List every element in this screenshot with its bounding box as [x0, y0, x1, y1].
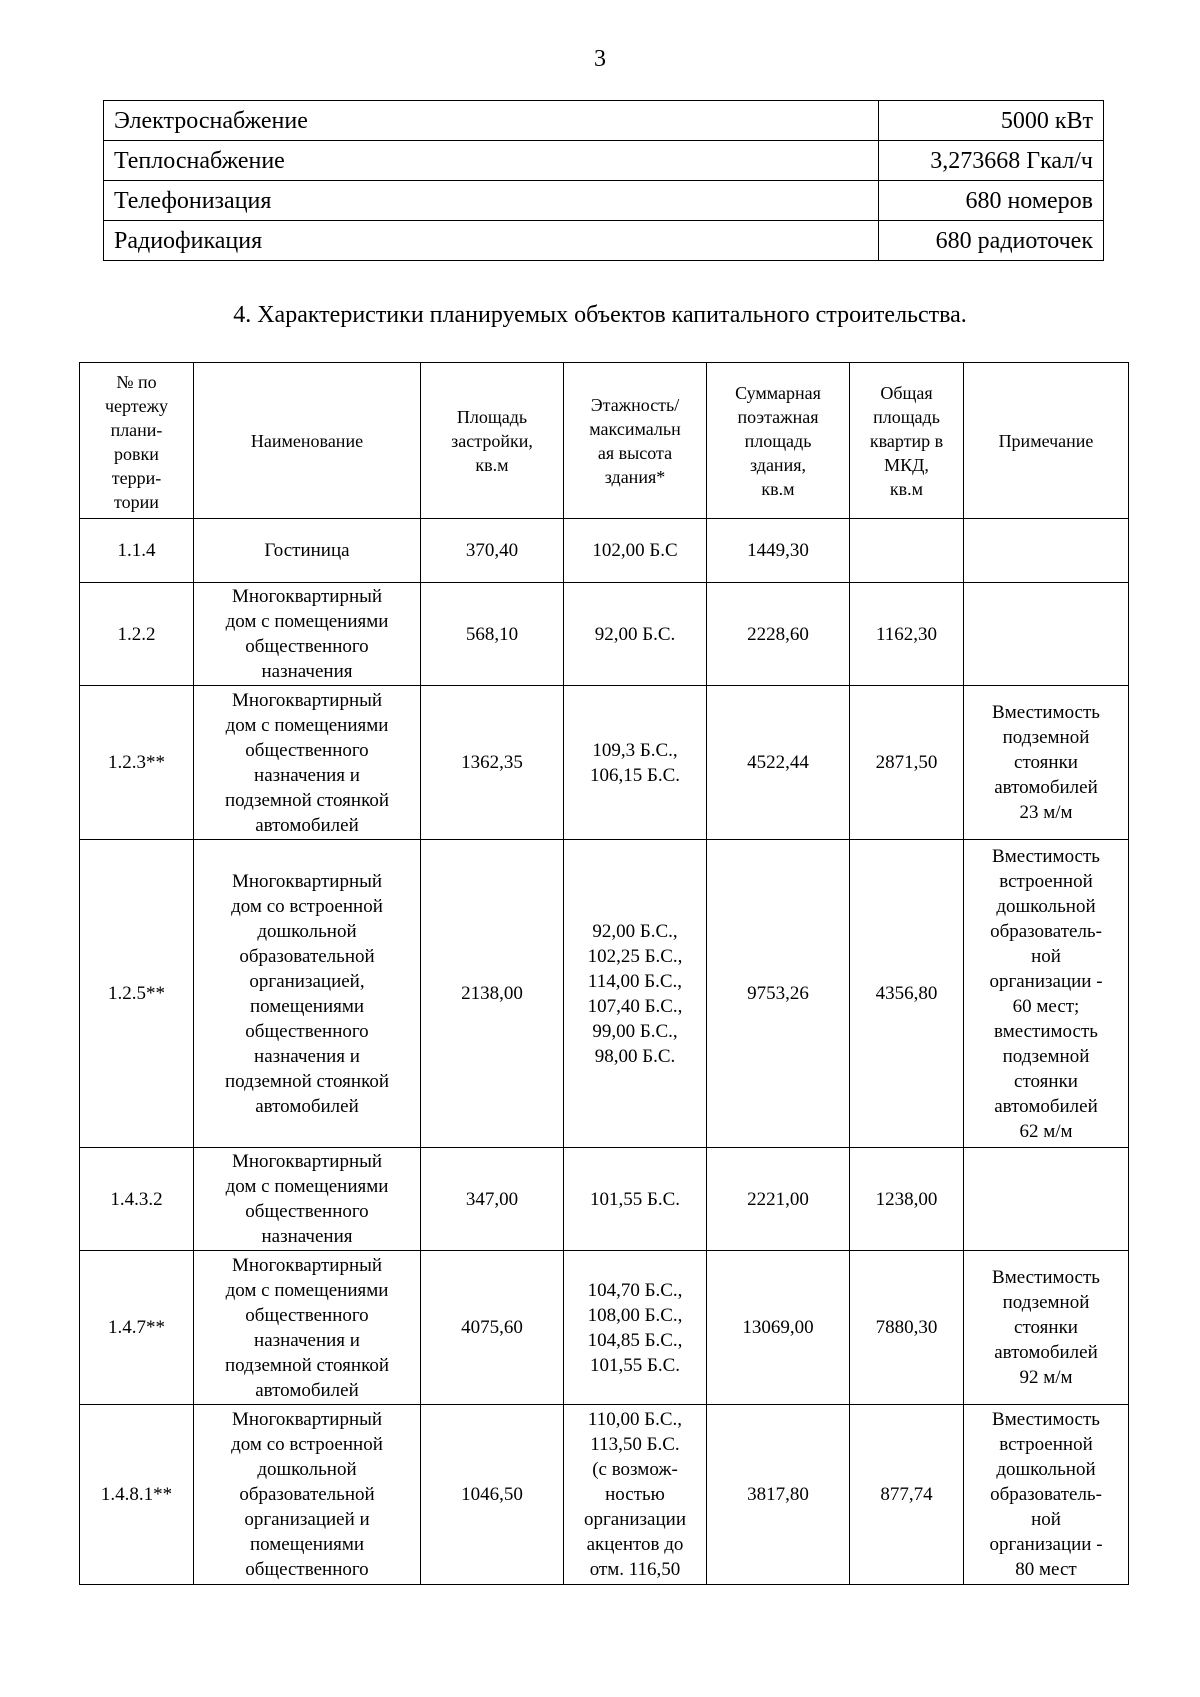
- cell-note: [964, 583, 1129, 686]
- cell-area: 2138,00: [421, 840, 564, 1148]
- utility-name: Электроснабжение: [104, 101, 879, 141]
- cell-note: Вместимость подземной стоянки автомобилей 92 м/м: [964, 1251, 1129, 1405]
- objects-table: [79, 362, 1129, 1585]
- cell-name: Многоквартирный дом с помещениями общественного назначения и подземной стоянкой автомобилей: [194, 686, 421, 840]
- cell-num: 1.4.8.1**: [80, 1405, 194, 1585]
- cell-num: 1.2.5**: [80, 840, 194, 1148]
- cell-floor-area: 4522,44: [707, 686, 850, 840]
- cell-apt-area: 7880,30: [850, 1251, 964, 1405]
- cell-floor-area: 9753,26: [707, 840, 850, 1148]
- cell-num: 1.2.3**: [80, 686, 194, 840]
- cell-apt-area: 2871,50: [850, 686, 964, 840]
- section-heading: 4. Характеристики планируемых объектов капитального строительства.: [233, 302, 967, 328]
- cell-area: 1046,50: [421, 1405, 564, 1585]
- cell-apt-area: 1238,00: [850, 1148, 964, 1251]
- cell-note: Вместимость встроенной дошкольной образователь- ной организации - 80 мест: [964, 1405, 1129, 1585]
- table-row: [104, 141, 1104, 181]
- column-header: Площадь застройки, кв.м: [421, 363, 564, 519]
- cell-height: 102,00 Б.С: [564, 519, 707, 583]
- cell-apt-area: [850, 519, 964, 583]
- column-header: Этажность/ максимальн ая высота здания*: [564, 363, 707, 519]
- cell-area: 370,40: [421, 519, 564, 583]
- cell-height: 92,00 Б.С.: [564, 583, 707, 686]
- table-row: [80, 1251, 1129, 1405]
- page-number: 3: [594, 46, 606, 72]
- column-header: Общая площадь квартир в МКД, кв.м: [850, 363, 964, 519]
- utility-value: 5000 кВт: [879, 101, 1104, 141]
- cell-area: 4075,60: [421, 1251, 564, 1405]
- cell-note: [964, 519, 1129, 583]
- table-row: [104, 101, 1104, 141]
- cell-height: 92,00 Б.С., 102,25 Б.С., 114,00 Б.С., 107,40 Б.С., 99,00 Б.С., 98,00 Б.С.: [564, 840, 707, 1148]
- table-row: [80, 519, 1129, 583]
- cell-name: Многоквартирный дом со встроенной дошкольной образовательной организацией, помещениями общественного назначения и подземной стоянкой автомобилей: [194, 840, 421, 1148]
- utilities-table: [103, 100, 1104, 261]
- utility-name: Теплоснабжение: [104, 141, 879, 181]
- utility-value: 3,273668 Гкал/ч: [879, 141, 1104, 181]
- cell-num: 1.4.7**: [80, 1251, 194, 1405]
- table-row: [104, 181, 1104, 221]
- cell-height: 104,70 Б.С., 108,00 Б.С., 104,85 Б.С., 101,55 Б.С.: [564, 1251, 707, 1405]
- column-header: № по чертежу плани- ровки терри- тории: [80, 363, 194, 519]
- utility-value: 680 радиоточек: [879, 221, 1104, 261]
- cell-floor-area: 13069,00: [707, 1251, 850, 1405]
- cell-num: 1.4.3.2: [80, 1148, 194, 1251]
- cell-floor-area: 2228,60: [707, 583, 850, 686]
- cell-name: Многоквартирный дом с помещениями общественного назначения: [194, 583, 421, 686]
- cell-note: Вместимость встроенной дошкольной образователь- ной организации - 60 мест; вместимость подземной стоянки автомобилей 62 м/м: [964, 840, 1129, 1148]
- cell-height: 110,00 Б.С., 113,50 Б.С. (с возмож- ностью организации акцентов до отм. 116,50: [564, 1405, 707, 1585]
- table-row: [80, 583, 1129, 686]
- column-header: Суммарная поэтажная площадь здания, кв.м: [707, 363, 850, 519]
- table-row: [80, 1148, 1129, 1251]
- cell-floor-area: 1449,30: [707, 519, 850, 583]
- utility-value: 680 номеров: [879, 181, 1104, 221]
- table-row: [80, 1405, 1129, 1585]
- column-header: Примечание: [964, 363, 1129, 519]
- cell-num: 1.1.4: [80, 519, 194, 583]
- cell-area: 1362,35: [421, 686, 564, 840]
- utility-name: Радиофикация: [104, 221, 879, 261]
- column-header: Наименование: [194, 363, 421, 519]
- cell-area: 347,00: [421, 1148, 564, 1251]
- cell-num: 1.2.2: [80, 583, 194, 686]
- cell-floor-area: 2221,00: [707, 1148, 850, 1251]
- cell-apt-area: 4356,80: [850, 840, 964, 1148]
- cell-name: Многоквартирный дом с помещениями общественного назначения и подземной стоянкой автомобилей: [194, 1251, 421, 1405]
- table-row: [104, 221, 1104, 261]
- cell-name: Многоквартирный дом с помещениями общественного назначения: [194, 1148, 421, 1251]
- cell-name: Многоквартирный дом со встроенной дошкольной образовательной организацией и помещениями общественного: [194, 1405, 421, 1585]
- cell-area: 568,10: [421, 583, 564, 686]
- cell-apt-area: 1162,30: [850, 583, 964, 686]
- cell-note: [964, 1148, 1129, 1251]
- cell-floor-area: 3817,80: [707, 1405, 850, 1585]
- cell-height: 109,3 Б.С., 106,15 Б.С.: [564, 686, 707, 840]
- table-header-row: [80, 363, 1129, 519]
- cell-apt-area: 877,74: [850, 1405, 964, 1585]
- cell-note: Вместимость подземной стоянки автомобилей 23 м/м: [964, 686, 1129, 840]
- table-row: [80, 686, 1129, 840]
- utility-name: Телефонизация: [104, 181, 879, 221]
- cell-height: 101,55 Б.С.: [564, 1148, 707, 1251]
- cell-name: Гостиница: [194, 519, 421, 583]
- table-row: [80, 840, 1129, 1148]
